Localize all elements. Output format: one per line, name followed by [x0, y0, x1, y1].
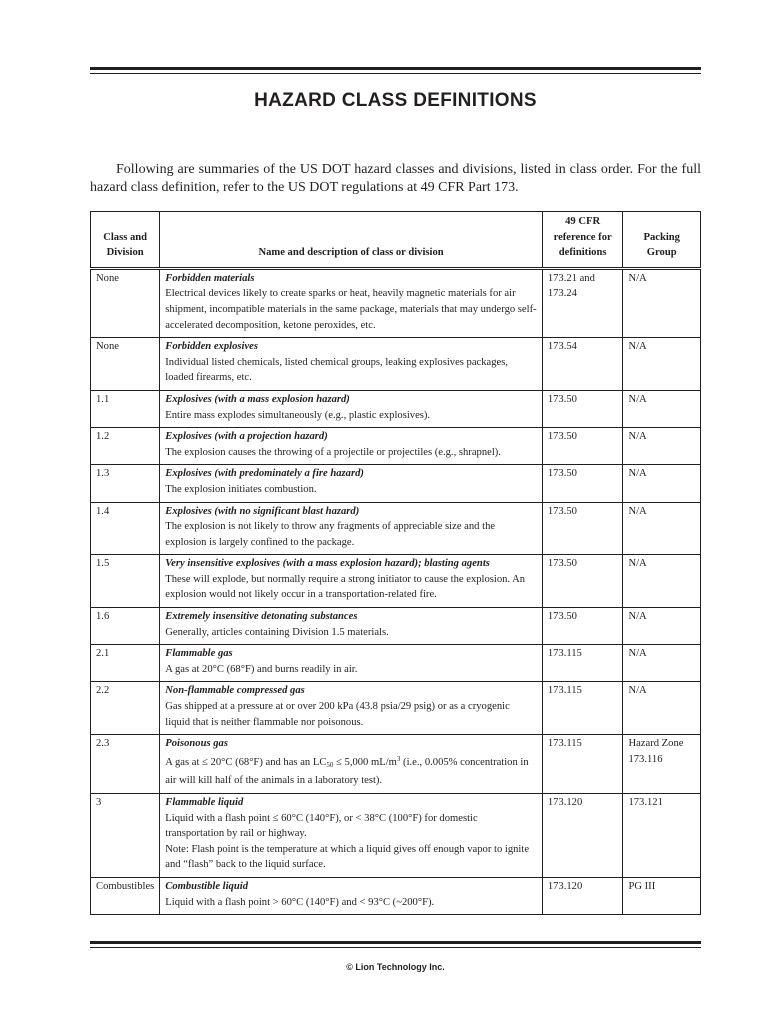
class-cell: Combustibles: [91, 877, 160, 914]
class-cell: 1.5: [91, 555, 160, 608]
class-description: [165, 752, 537, 789]
class-cell: 2.1: [91, 645, 160, 682]
description-cell: [160, 390, 543, 427]
description-cell: [160, 608, 543, 645]
class-cell: None: [91, 338, 160, 391]
cfr-cell: 173.50: [542, 428, 623, 465]
description-cell: [160, 428, 543, 465]
class-title: Explosives (with a mass explosion hazard): [165, 393, 350, 405]
cfr-cell: 173.50: [542, 465, 623, 502]
packing-cell: PG III: [623, 877, 701, 914]
cfr-cell: 173.115: [542, 645, 623, 682]
hazard-class-table: [90, 211, 701, 915]
class-title: Flammable liquid: [165, 797, 244, 808]
class-title: Very insensitive explosives (with a mass explosion hazard); blasting agents: [165, 558, 490, 570]
class-description: The explosion causes the throwing of a projectile or projectiles (e.g., shrapnel).: [165, 446, 501, 458]
description-cell: [160, 735, 543, 794]
table-row: [91, 502, 701, 555]
header-cfr-reference: 49 CFR reference for definitions: [542, 212, 623, 269]
class-title: Poisonous gas: [165, 738, 228, 750]
packing-cell: 173.121: [623, 794, 701, 878]
class-description: These will explode, but normally require a strong initiator to cause the explosion. An explosion would not likely occur in a transportation-related fire.: [165, 573, 526, 601]
packing-cell: N/A: [623, 465, 701, 502]
cfr-cell: 173.120: [542, 877, 623, 914]
class-cell: 1.1: [91, 390, 160, 427]
intro-paragraph: Following are summaries of the US DOT hazard classes and divisions, listed in class order. For the full hazard class definition, refer to the US DOT regulations at 49 CFR Part 173.: [90, 162, 701, 195]
class-title: Explosives (with no significant blast hazard): [165, 505, 360, 517]
class-cell: 1.3: [91, 465, 160, 502]
cfr-cell: 173.21 and 173.24: [542, 268, 623, 337]
table-row: [91, 794, 701, 878]
cfr-cell: 173.50: [542, 555, 623, 608]
packing-cell: N/A: [623, 608, 701, 645]
description-cell: [160, 268, 543, 337]
description-cell: [160, 877, 543, 914]
class-title: Explosives (with predominately a fire hazard): [165, 468, 364, 480]
class-title: Non-flammable compressed gas: [165, 685, 305, 697]
table-row: [91, 428, 701, 465]
packing-cell: N/A: [623, 268, 701, 337]
table-row: [91, 877, 701, 914]
class-note: Note: Flash point is the temperature at which a liquid gives off enough vapor to ignite and “flash” back to the liquid surface.: [165, 843, 530, 871]
header-class-division: Class and Division: [91, 212, 160, 269]
table-row: [91, 555, 701, 608]
table-row: [91, 645, 701, 682]
table-row: [91, 268, 701, 337]
class-cell: 1.4: [91, 502, 160, 555]
cfr-cell: 173.50: [542, 502, 623, 555]
class-title: Extremely insensitive detonating substances: [165, 611, 358, 623]
table-row: [91, 608, 701, 645]
packing-cell: N/A: [623, 338, 701, 391]
bottom-rule-thick: [90, 941, 701, 944]
class-description: Generally, articles containing Division 1.5 materials.: [165, 626, 389, 638]
header-name-description: Name and description of class or division: [160, 212, 543, 269]
class-description: The explosion initiates combustion.: [165, 483, 317, 495]
class-cell: 3: [91, 794, 160, 878]
class-description: The explosion is not likely to throw any fragments of appreciable size and the explosion is largely confined to the package.: [165, 521, 496, 548]
cfr-cell: 173.115: [542, 735, 623, 794]
packing-cell: N/A: [623, 390, 701, 427]
desc-part-b: ≤ 5,000 mL/m: [333, 756, 397, 768]
class-title: Forbidden explosives: [165, 341, 258, 353]
top-rule-thin: [90, 73, 701, 74]
class-description: Liquid with a flash point > 60°C (140°F) and < 93°C (~200°F).: [165, 896, 435, 908]
packing-cell: N/A: [623, 645, 701, 682]
cfr-cell: 173.115: [542, 682, 623, 735]
packing-cell: N/A: [623, 502, 701, 555]
description-cell: [160, 502, 543, 555]
copyright-footer: © Lion Technology Inc.: [346, 962, 445, 972]
class-description: Entire mass explodes simultaneously (e.g., plastic explosives).: [165, 409, 431, 421]
table-header-row: [91, 212, 701, 269]
packing-cell: N/A: [623, 555, 701, 608]
class-cell: 1.2: [91, 428, 160, 465]
description-cell: [160, 645, 543, 682]
table-row: [91, 465, 701, 502]
cubic-superscript: 3: [396, 754, 401, 763]
class-cell: 1.6: [91, 608, 160, 645]
top-rule-thick: [90, 67, 701, 70]
description-cell: [160, 465, 543, 502]
packing-cell: N/A: [623, 428, 701, 465]
packing-cell: Hazard Zone 173.116: [623, 735, 701, 794]
class-description: A gas at 20°C (68°F) and burns readily in air.: [165, 663, 358, 675]
class-cell: None: [91, 268, 160, 337]
class-description: Gas shipped at a pressure at or over 200 kPa (43.8 psia/29 psig) or as a cryogenic liquid that is neither flammable nor poisonous.: [165, 701, 510, 728]
description-cell: [160, 794, 543, 878]
class-cell: 2.3: [91, 735, 160, 794]
desc-part-c: (i.e., 0.005% concentration in air will kill half of the animals in a laboratory test).: [165, 756, 529, 787]
table-row: [91, 735, 701, 794]
bottom-rule-thin: [90, 947, 701, 948]
class-description: Electrical devices likely to create sparks or heat, heavily magnetic materials for air shipment, incompatible materials in the same package, materials that may undergo self-accelerated decomposition, ketone peroxides, etc.: [165, 288, 537, 331]
description-cell: [160, 682, 543, 735]
class-description: Individual listed chemicals, listed chemical groups, leaking explosives packages, loaded firearms, etc.: [165, 356, 509, 384]
class-title: Explosives (with a projection hazard): [165, 431, 328, 443]
class-description: Liquid with a flash point ≤ 60°C (140°F), or < 38°C (100°F) for domestic transportation by rail or highway.: [165, 812, 478, 840]
class-cell: 2.2: [91, 682, 160, 735]
class-title: Forbidden materials: [165, 272, 255, 284]
table-row: [91, 338, 701, 391]
table-row: [91, 390, 701, 427]
table-row: [91, 682, 701, 735]
packing-cell: N/A: [623, 682, 701, 735]
description-cell: [160, 555, 543, 608]
header-packing-group: Packing Group: [623, 212, 701, 269]
cfr-cell: 173.50: [542, 608, 623, 645]
cfr-cell: 173.120: [542, 794, 623, 878]
cfr-cell: 173.54: [542, 338, 623, 391]
lc50-subscript: 50: [326, 760, 334, 769]
page-title: HAZARD CLASS DEFINITIONS: [254, 90, 537, 111]
desc-part-a: A gas at ≤ 20°C (68°F) and has an LC: [165, 756, 327, 768]
description-cell: [160, 338, 543, 391]
cfr-cell: 173.50: [542, 390, 623, 427]
class-title: Flammable gas: [165, 648, 233, 660]
class-title: Combustible liquid: [165, 880, 248, 892]
